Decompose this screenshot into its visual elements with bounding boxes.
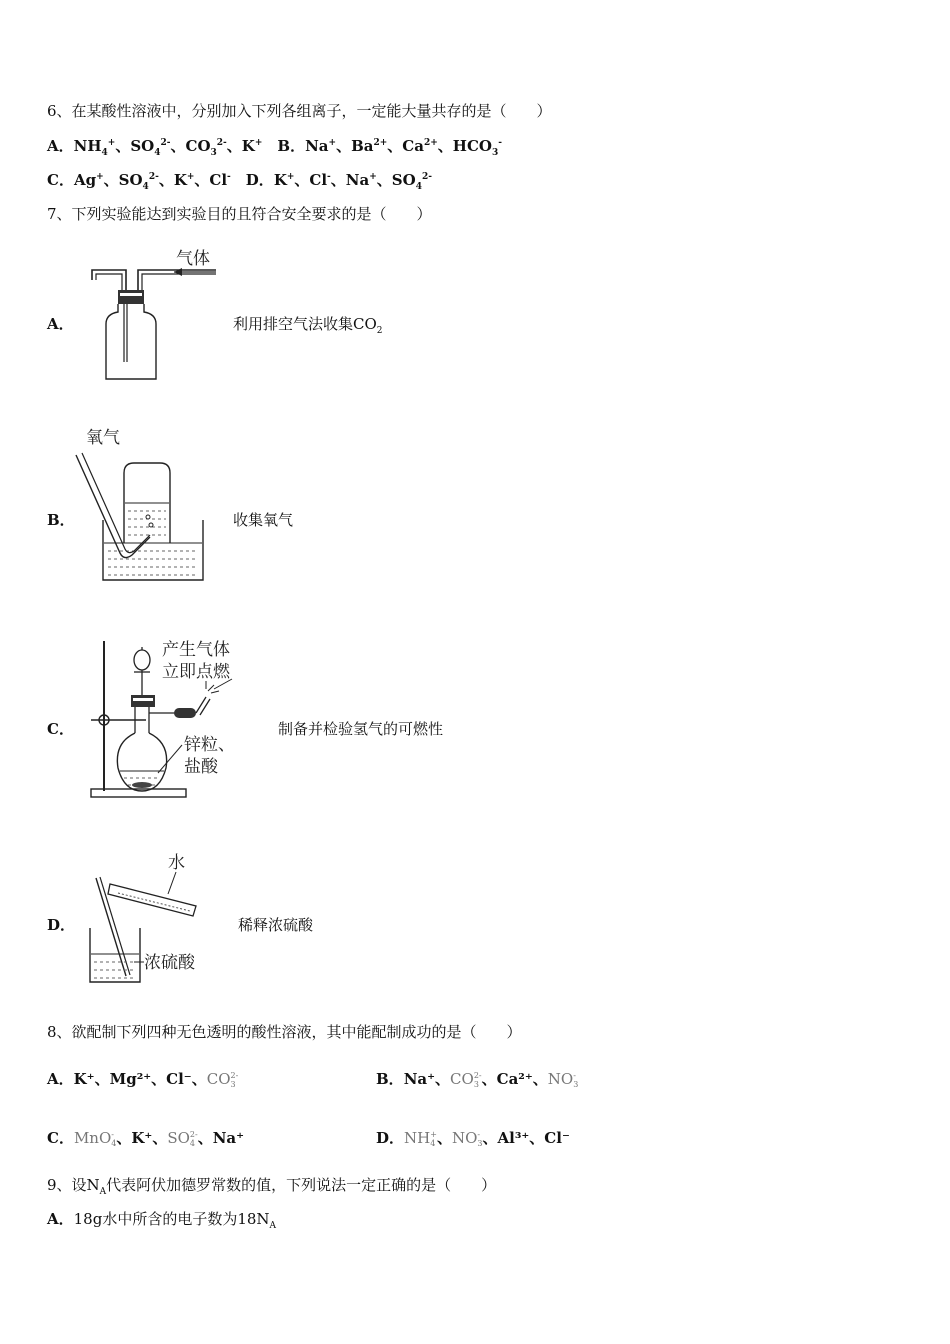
q7-option-b-caption: 收集氧气 (233, 511, 294, 529)
fig-label-oxygen: 氧气 (86, 428, 120, 448)
hydrogen-apparatus-figure (86, 633, 256, 803)
q6-options-ab: A．$NH_4^+$、$SO_4^{2-}$、$CO_3^{2-}$、K+ B．Na+、$Ba^{2+}$、$Ca^{2+}$、$HCO_3^-$ (47, 137, 502, 158)
q8-option-d: D．NH + 4 、NO - 3 、Al³⁺、Cl⁻ (376, 1129, 570, 1148)
q7-option-d-label: D． (47, 916, 76, 934)
collect-oxygen-figure (68, 425, 213, 585)
q7-option-b-label: B． (47, 511, 75, 529)
gas-bottle-figure (88, 242, 228, 387)
q8-stem: 8、欲配制下列四种无色透明的酸性溶液，其中能配制成功的是（ ） (47, 1023, 522, 1041)
q9-stem: 9、设$N_A$代表阿伏加德罗常数的值，下列说法一定正确的是（ ） (47, 1176, 497, 1197)
fig-label-conc-acid: 浓硫酸 (144, 953, 195, 973)
q8-option-c: C．MnO - 4 、K⁺、SO 2- 4 、Na⁺ (47, 1129, 245, 1148)
fig-label-gas: 气体 (176, 249, 210, 269)
q7-stem: 7、下列实验能达到实验目的且符合安全要求的是（ ） (47, 205, 432, 223)
fig-label-acid: 盐酸 (184, 757, 218, 777)
fig-label-zinc: 锌粒、 (184, 735, 235, 755)
fig-label-ignite: 立即点燃 (162, 662, 230, 682)
q8-option-a: A．K⁺、Mg²⁺、Cl⁻、CO 2- 3 (47, 1070, 239, 1089)
q8-option-b: B．Na⁺、CO 2- 3 、Ca²⁺、NO - 3 (376, 1070, 579, 1089)
q7-option-c-label: C． (47, 720, 74, 738)
dilute-acid-figure (84, 848, 224, 988)
q9-option-a: A．18g水中所含的电子数为$18N_A$ (47, 1210, 277, 1231)
q7-option-d-caption: 稀释浓硫酸 (238, 916, 314, 934)
q7-option-c-caption: 制备并检验氢气的可燃性 (278, 720, 444, 738)
q7-option-a-caption: 利用排空气法收集$CO_2$ (233, 315, 383, 336)
q6-stem: 6、在某酸性溶液中，分别加入下列各组离子，一定能大量共存的是（ ） (47, 102, 552, 120)
fig-label-water: 水 (168, 853, 185, 873)
q6-options-cd: C．Ag+、$SO_4^{2-}$、K+、Cl- D．K+、Cl-、Na+、$SO_4^{2-}$ (47, 171, 432, 192)
q7-option-a-label: A． (47, 315, 74, 333)
fig-label-produce-gas: 产生气体 (162, 640, 230, 660)
